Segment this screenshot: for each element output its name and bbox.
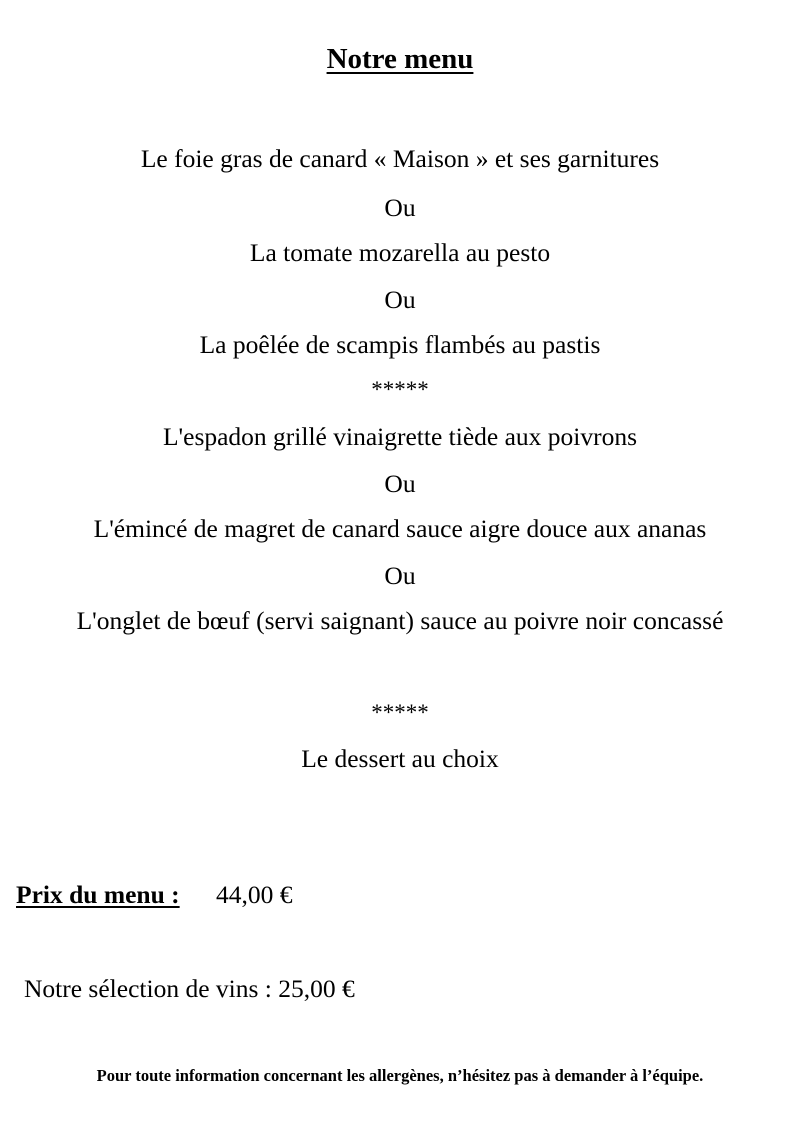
or-separator: Ou	[384, 561, 416, 590]
menu-price-row	[16, 882, 293, 908]
menu-price-value: 44,00 €	[216, 880, 293, 909]
menu-price-label: Prix du menu :	[16, 880, 180, 909]
menu-item-plat-3: L'onglet de bœuf (servi saignant) sauce au poivre noir concassé	[76, 606, 724, 635]
menu-item-dessert: Le dessert au choix	[301, 744, 499, 773]
course-separator: *****	[371, 377, 429, 402]
menu-title: Notre menu	[326, 43, 474, 75]
menu-item-entree-2: La tomate mozarella au pesto	[249, 238, 551, 267]
wine-selection: Notre sélection de vins : 25,00 €	[24, 974, 355, 1003]
or-separator: Ou	[384, 469, 416, 498]
menu-item-entree-3: La poêlée de scampis flambés au pastis	[199, 330, 601, 359]
menu-item-plat-1: L'espadon grillé vinaigrette tiède aux poivrons	[162, 422, 638, 451]
menu-item-plat-2: L'émincé de magret de canard sauce aigre douce aux ananas	[93, 514, 707, 543]
or-separator: Ou	[384, 193, 416, 222]
course-separator: *****	[371, 700, 429, 725]
or-separator: Ou	[384, 285, 416, 314]
allergen-notice: Pour toute information concernant les allergènes, n’hésitez pas à demander à l’équipe.	[96, 1066, 704, 1085]
menu-item-entree-1: Le foie gras de canard « Maison » et ses garnitures	[140, 144, 660, 173]
